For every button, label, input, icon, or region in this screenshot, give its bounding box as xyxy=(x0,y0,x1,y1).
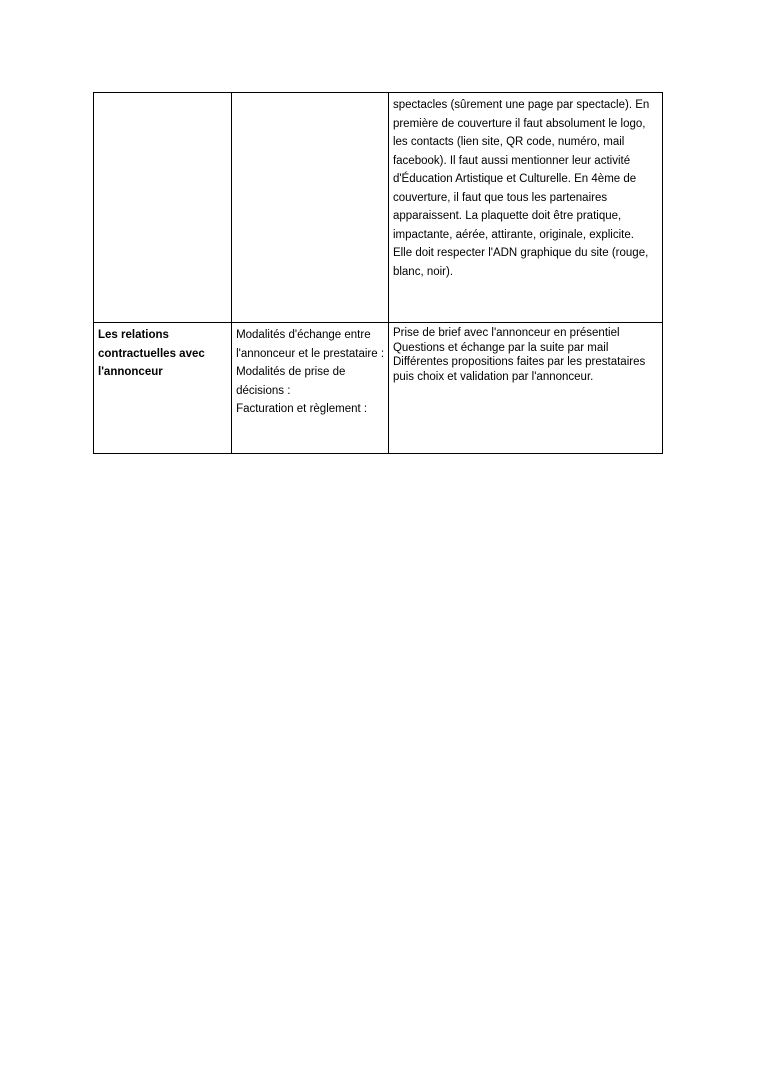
text-line: Facturation et règlement : xyxy=(236,403,368,415)
text-line: Elle doit respecter l'ADN graphique du site (rouge, xyxy=(392,247,649,259)
text-line: impactante, aérée, attirante, originale, explicite. xyxy=(392,228,634,241)
table-row xyxy=(94,93,663,323)
text-line: puis choix et validation par l'annonceur. xyxy=(392,370,594,383)
text-line: décisions : xyxy=(236,384,291,397)
text-line: les contacts (lien site, QR code, numéro, mail xyxy=(392,136,625,148)
heading-line: contractuelles avec xyxy=(98,347,205,360)
text-line: d'Éducation Artistique et Culturelle. En 4ème de xyxy=(392,173,637,185)
text-line: couverture, il faut que tous les partenaires xyxy=(392,191,608,204)
table-cell-empty-2 xyxy=(232,93,389,323)
document-table xyxy=(93,92,663,454)
text-line: Modalités de prise de xyxy=(236,366,346,378)
table-cell-empty-1 xyxy=(94,93,232,323)
table-row xyxy=(94,323,663,454)
heading-line: l'annonceur xyxy=(98,366,163,378)
heading-line: Les relations xyxy=(98,329,169,341)
table-cell-description xyxy=(388,93,662,323)
table-cell-section-heading xyxy=(94,323,232,454)
text-line: l'annonceur et le prestataire : xyxy=(236,347,385,360)
text-line: blanc, noir). xyxy=(392,265,454,278)
text-line: Questions et échange par la suite par mail xyxy=(392,341,609,354)
text-line: spectacles (sûrement une page par spectacle). En xyxy=(392,99,650,111)
text-line: Différentes propositions faites par les prestataires xyxy=(392,356,646,368)
text-line: première de couverture il faut absolument le logo, xyxy=(392,117,646,130)
table-cell-details xyxy=(388,323,662,454)
text-line: facebook). Il faut aussi mentionner leur activité xyxy=(392,154,631,167)
text-line: apparaissent. La plaquette doit être pratique, xyxy=(392,210,622,222)
text-line: Modalités d'échange entre xyxy=(236,329,371,341)
table-cell-criteria xyxy=(232,323,389,454)
text-line: Prise de brief avec l'annonceur en présentiel xyxy=(392,327,620,339)
